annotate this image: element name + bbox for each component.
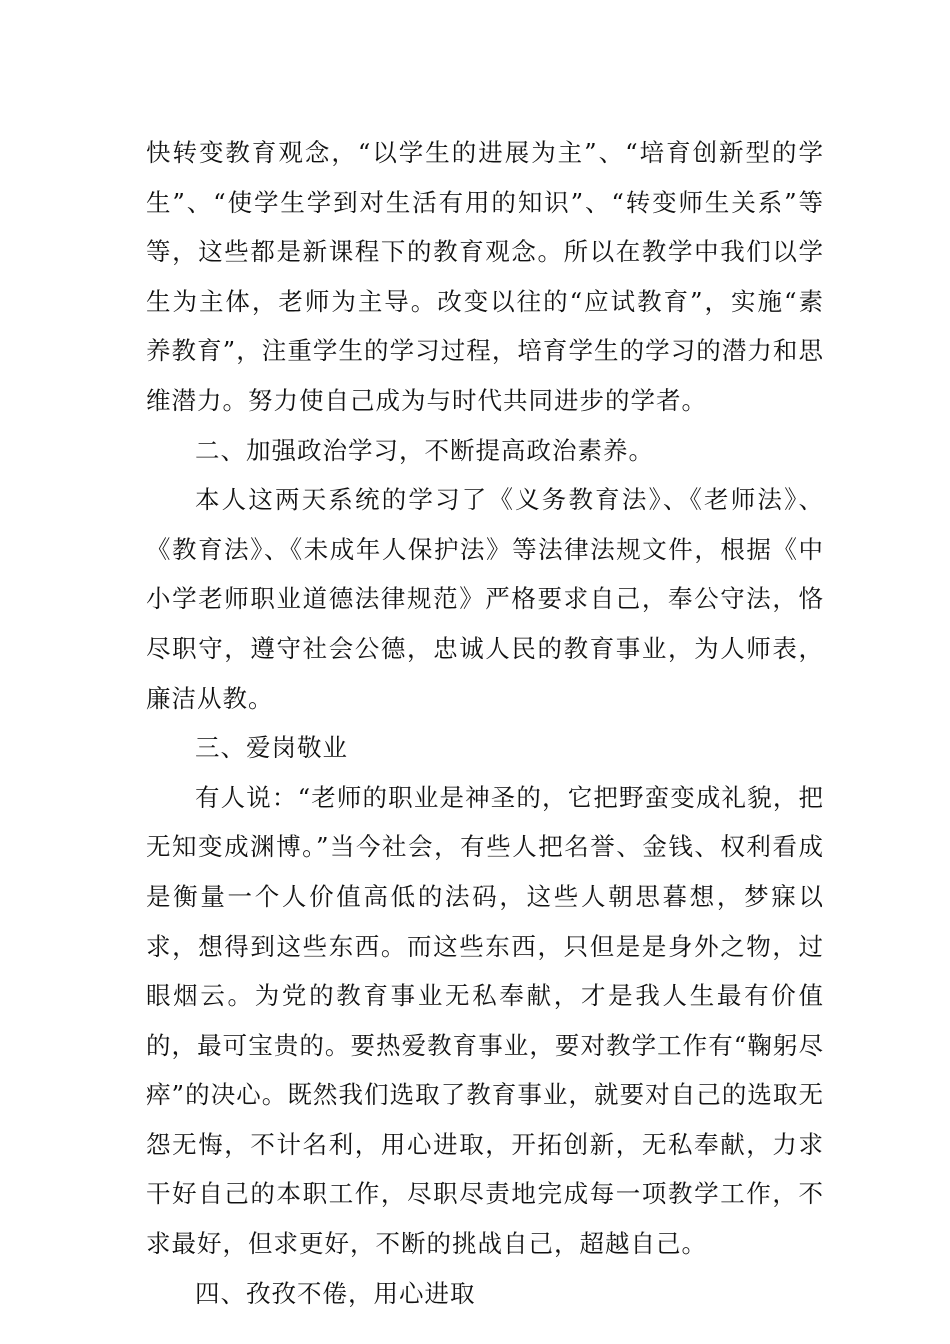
paragraph-politics: 本人这两天系统的学习了《义务教育法》、《老师法》、《教育法》、《未成年人保护法》等法律法规文件，根据《中小学老师职业道德法律规范》严格要求自己，奉公守法，恪尽职守，遵守社会公德，忠诚人民的教育事业，为人师表，廉洁从教。 [146,485,824,713]
paragraph-dedication: 有人说：“老师的职业是神圣的，它把野蛮变成礼貌，把无知变成渊博。”当今社会，有些人把名誉、金钱、权利看成是衡量一个人价值高低的法码，这些人朝思暮想，梦寐以求，想得到这些东西。而这些东西，只但是是身外之物，过眼烟云。为党的教育事业无私奉献，才是我人生最有价值的，最可宝贵的。要热爱教育事业，要对教学工作有“鞠躬尽瘁”的决心。既然我们选取了教育事业，就要对自己的选取无怨无悔，不计名利，用心进取，开拓创新，无私奉献，力求干好自己的本职工作，尽职尽责地完成每一项教学工作，不求最好，但求更好，不断的挑战自己，超越自己。 [146,782,824,1259]
section-heading-politics: 二、加强政治学习，不断提高政治素养。 [195,435,654,465]
paragraph-continuation: 快转变教育观念，“以学生的进展为主”、“培育创新型的学生”、“使学生学到对生活有用的知识”、“转变师生关系”等等，这些都是新课程下的教育观念。所以在教学中我们以学生为主体，老师为主导。改变以往的“应试教育”，实施“素养教育”，注重学生的学习过程，培育学生的学习的潜力和思维潜力。努力使自己成为与时代共同进步的学者。 [146,138,824,415]
document-body [146,128,824,1318]
section-heading-diligence: 四、孜孜不倦，用心进取 [195,1278,476,1308]
section-heading-dedication: 三、爱岗敬业 [195,733,348,763]
